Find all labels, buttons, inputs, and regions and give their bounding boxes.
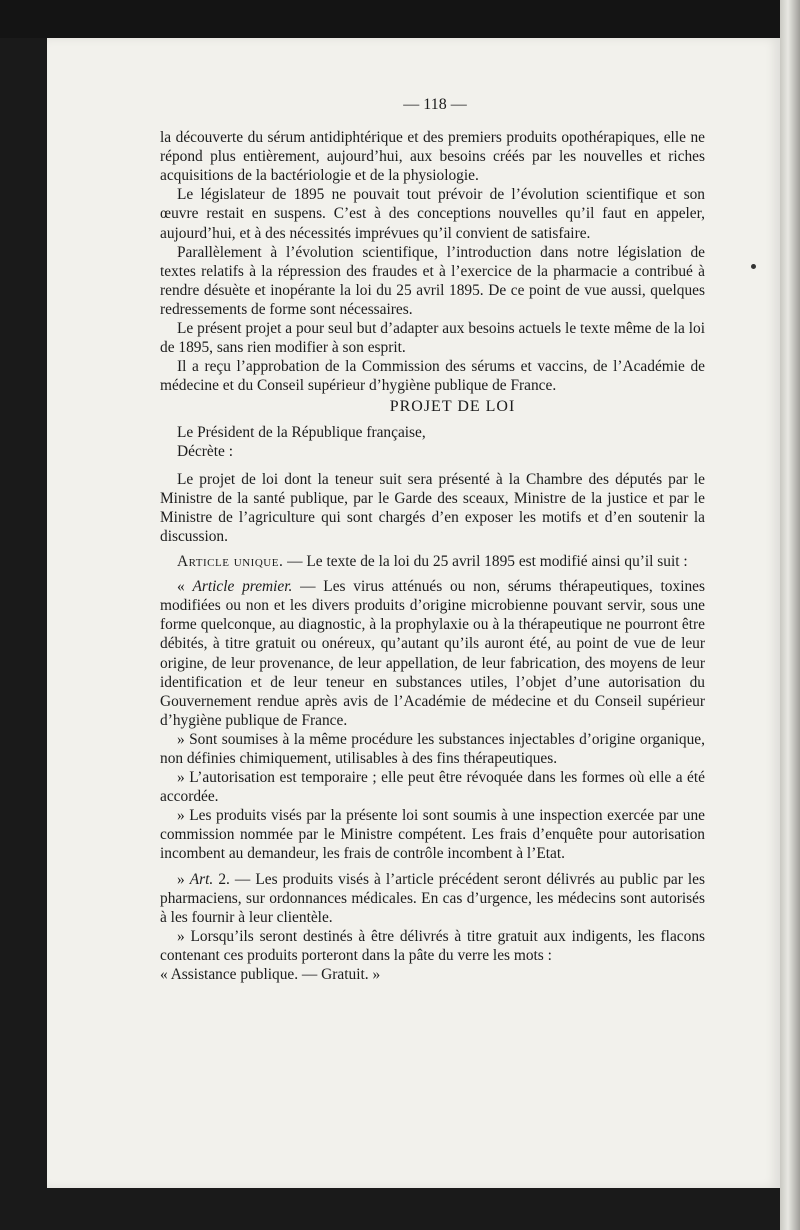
paragraph: la découverte du sérum antidiphtérique et des premiers produits opothérapiques, elle ne répond plus entièrement, aujourd’hui, aux besoins créés par les nouvelles et riches acquisitions de la bactériologie et de la physiologie. [160,129,705,185]
section-heading: PROJET DE LOI [389,398,516,416]
decree-president: Le Président de la République française, [177,423,426,441]
paragraph: Parallèlement à l’évolution scientifique, l’introduction dans notre législation de textes relatifs à la répression des fraudes et à l’exercice de la pharmacie a contribué à rendre désuète et inopérante la loi du 25 avril 1895. De ce point de vue aussi, quelques redressements de forme sont nécessaires. [160,243,705,318]
paragraph: » L’autorisation est temporaire ; elle peut être révoquée dans les formes où elle a été accordée. [160,769,705,806]
article-unique-text: — Le texte de la loi du 25 avril 1895 est modifié ainsi qu’il suit : [283,553,688,571]
decree-decrete: Décrète : [177,442,233,460]
paragraph: » Sont soumises à la même procédure les substances injectables d’origine organique, non définies chimiquement, utilisables à des fins thérapeutiques. [160,730,705,767]
quote-open: « [177,578,193,596]
closing-line: « Assistance publique. — Gratuit. » [160,966,381,984]
paragraph: Il a reçu l’approbation de la Commission des sérums et vaccins, de l’Académie de médecine et du Conseil supérieur d’hygiène publique de France. [160,358,705,395]
article-2 [160,870,705,927]
article-unique [160,552,705,571]
quote-open: » [177,870,190,888]
page-edge-strip [780,0,800,1230]
scan-top-border [0,0,800,38]
paragraph: » Les produits visés par la présente loi sont soumis à une inspection exercée par une commission nommée par le Ministre compétent. Les frais d’enquête pour autorisation incombent au demandeur, les frais de contrôle incombent à l’Etat. [160,807,705,863]
scan-speck [751,264,756,269]
paragraph: Le législateur de 1895 ne pouvait tout prévoir de l’évolution scientifique et son œuvre restait en suspens. C’est à des conceptions nouvelles qu’il faut en appeler, aujourd’hui, et à des nécessités imprévues qu’il convient de satisfaire. [160,186,705,242]
paragraph: » Lorsqu’ils seront destinés à être délivrés à titre gratuit aux indigents, les flacons contenant ces produits porteront dans la pâte du verre les mots : [160,927,705,964]
article-2-text: 2. — Les produits visés à l’article précédent seront délivrés au public par les pharmaciens, sur ordonnances médicales. En cas d’urgence, les médecins sont autorisés à les fournir à leur clientèle. [160,870,706,926]
page-number: — 118 — [403,96,467,113]
article-premier-label: Article premier. [192,578,293,596]
article-2-label: Art. [189,870,214,888]
paragraph: Le présent projet a pour seul but d’adapter aux besoins actuels le texte même de la loi de 1895, sans rien modifier à son esprit. [160,320,705,357]
article-premier [160,577,705,730]
article-unique-label: Article unique. [177,553,284,571]
page-text [160,95,705,984]
decree-body: Le projet de loi dont la teneur suit sera présenté à la Chambre des députés par le Ministre de la santé publique, par le Garde des sceaux, Ministre de la justice et par le Ministre de l’agriculture qui sont chargés d’en exposer les motifs et d’en soutenir la discussion. [160,470,705,545]
article-premier-text: — Les virus atténués ou non, sérums thérapeutiques, toxines modifiées ou non et les divers produits d’origine microbienne pouvant servir, sous une forme quelconque, au diagnostic, à la prophylaxie ou à la thérapeutique ne pourront être débités, à titre gratuit ou onéreux, qu’autant qu’ils auront été, au point de vue de leur origine, de leur provenance, de leur appellation, de leur fabrication, des moyens de leur identification et de leur teneur en substances utiles, l’objet d’une autorisation du Gouvernement rendue après avis de l’Académie de médecine et du Conseil supérieur d’hygiène publique de France. [160,578,705,729]
